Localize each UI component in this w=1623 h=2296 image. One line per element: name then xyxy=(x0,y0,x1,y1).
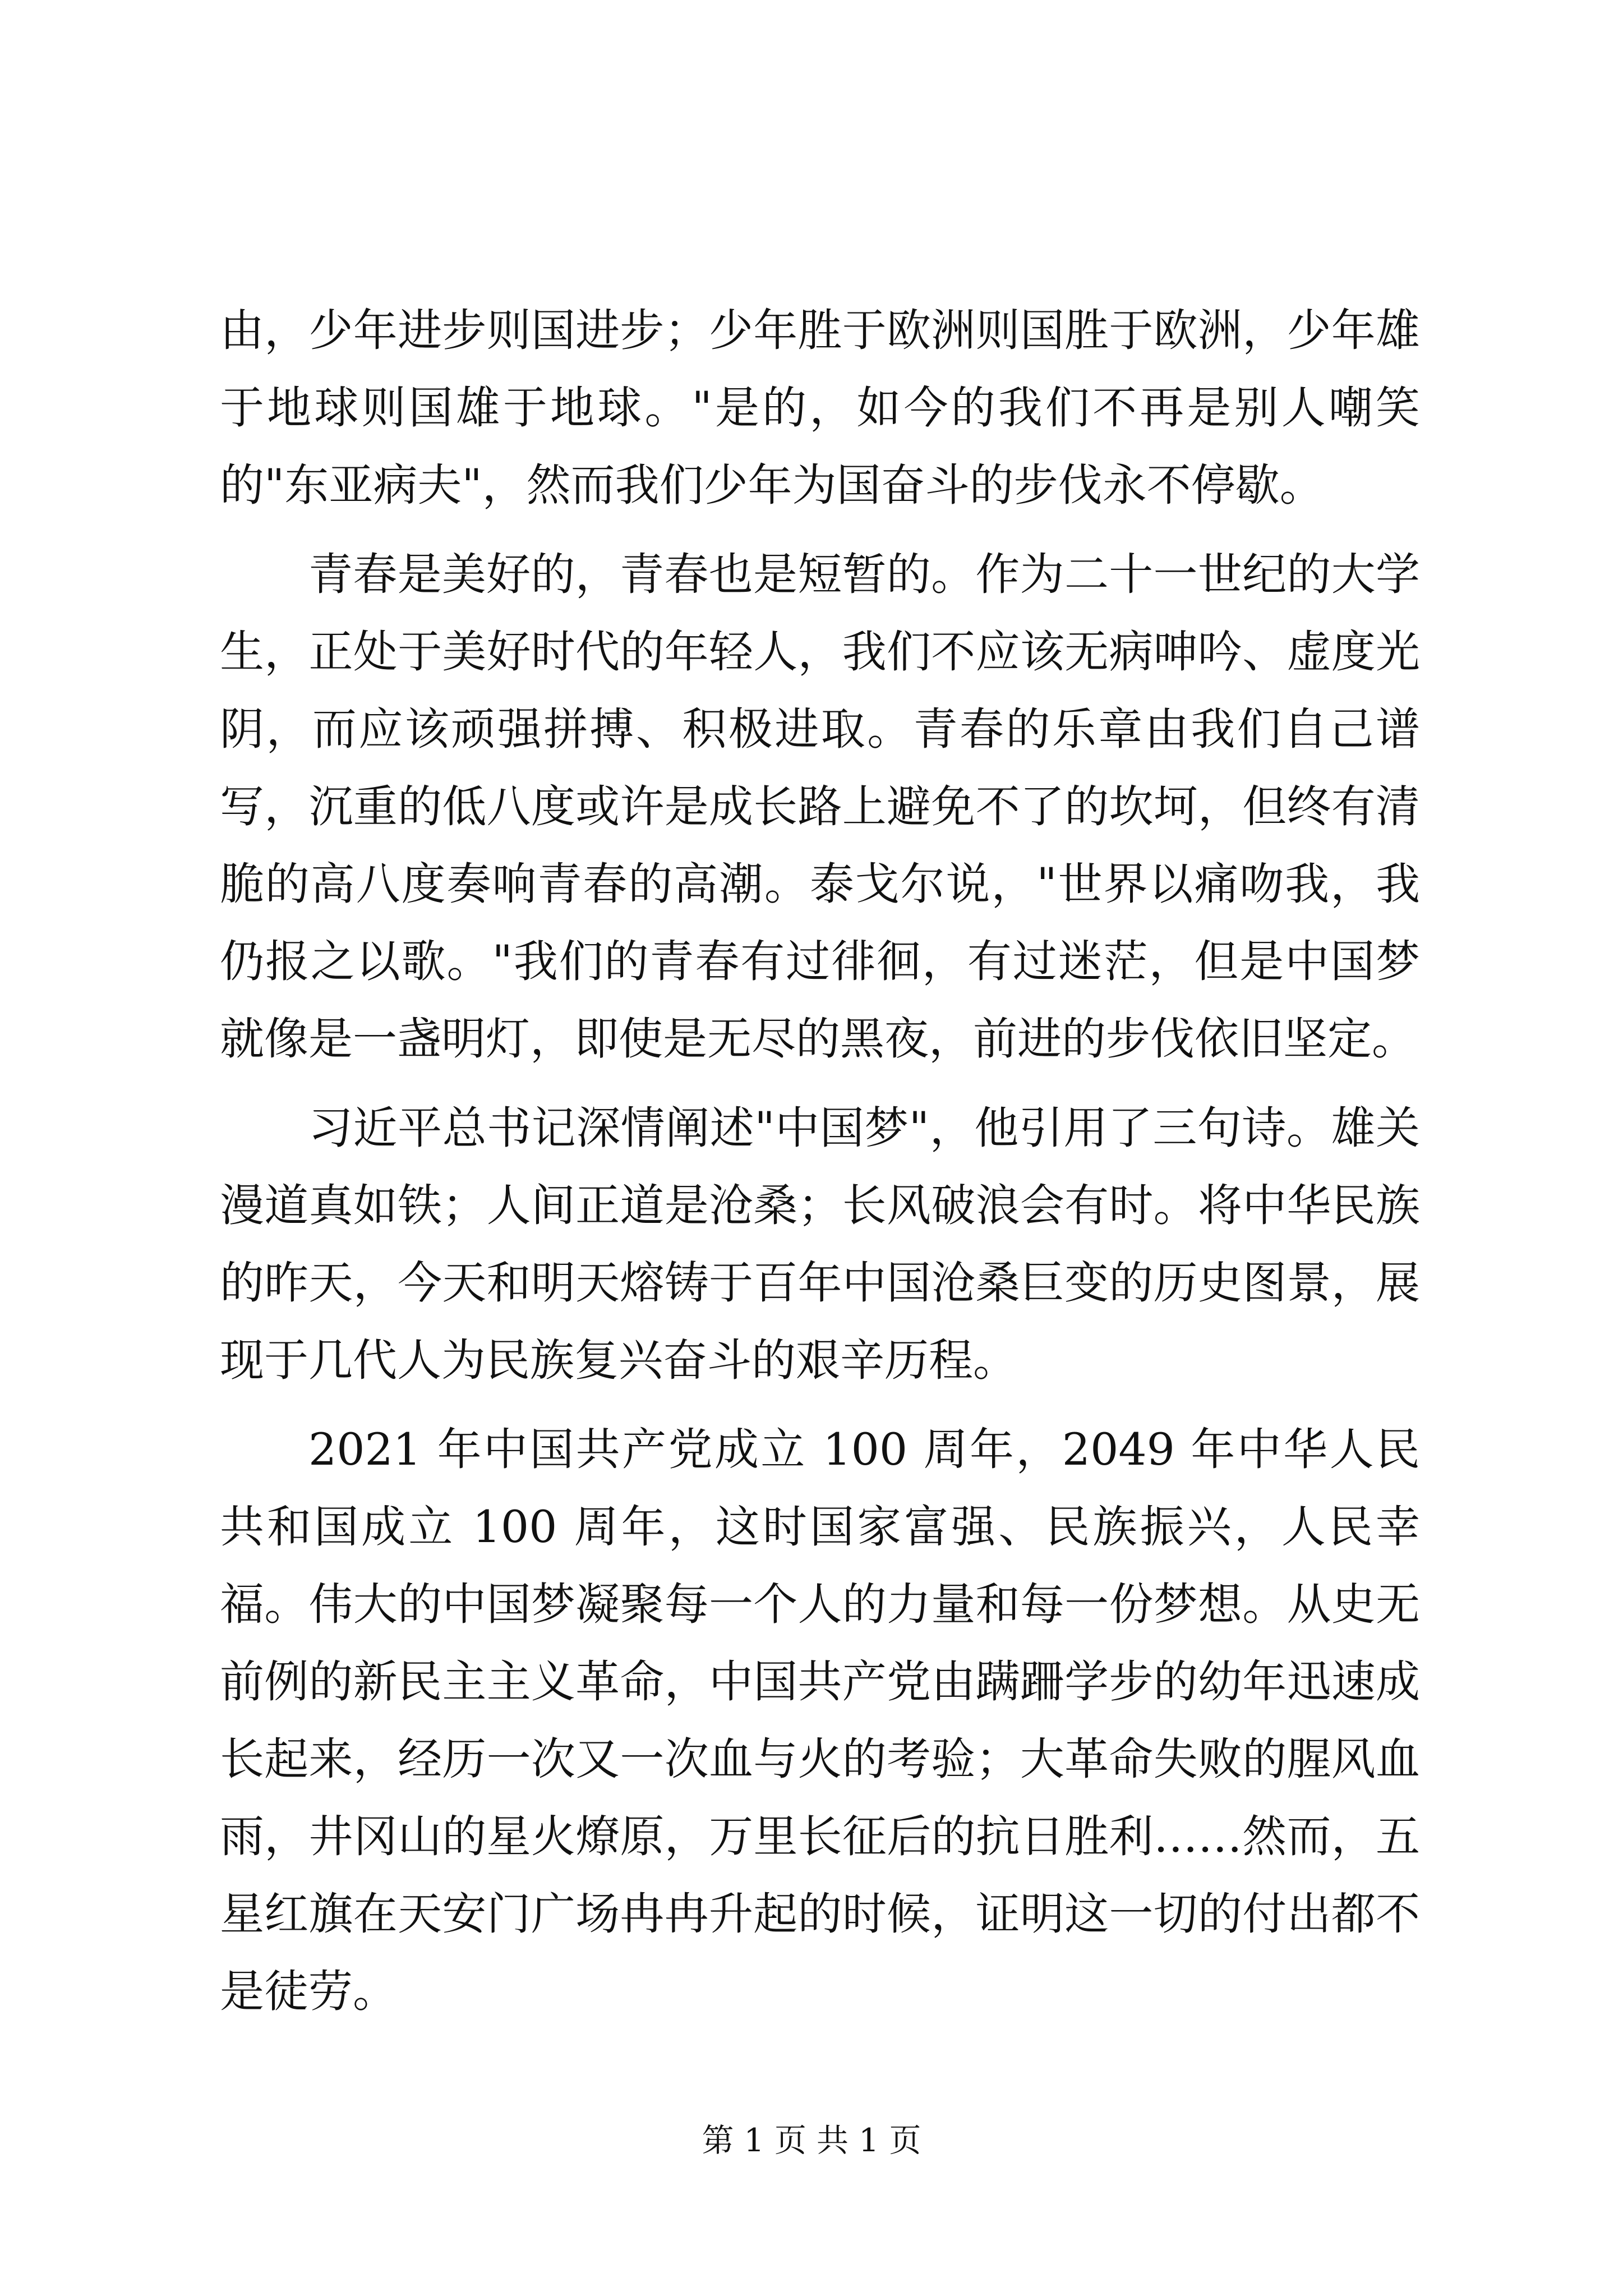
paragraph-3: 习近平总书记深情阐述"中国梦"，他引用了三句诗。雄关漫道真如铁；人间正道是沧桑；长风破浪会有时。将中华民族的昨天，今天和明天熔铸于百年中国沧桑巨变的历史图景，展现于几代人为民族复兴奋斗的艰辛历程。 xyxy=(220,1102,1420,1386)
paragraph-4: 2021 年中国共产党成立 100 周年，2049 年中华人民共和国成立 100 周年，这时国家富强、民族振兴，人民幸福。伟大的中国梦凝聚每一个人的力量和每一份梦想。从史无前例的新民主主义革命，中国共产党由蹒跚学步的幼年迅速成长起来，经历一次又一次血与火的考验；大革命失败的腥风血雨，井冈山的星火燎原，万里长征后的抗日胜利……然而，五星红旗在天安门广场冉冉升起的时候，证明这一切的付出都不是徒劳。 xyxy=(220,1424,1420,2017)
page-footer: 第 1 页 共 1 页 xyxy=(702,2122,921,2159)
paragraph-1: 由，少年进步则国进步；少年胜于欧洲则国胜于欧洲，少年雄于地球则国雄于地球。"是的，如今的我们不再是别人嘲笑的"东亚病夫"，然而我们少年为国奋斗的步伐永不停歇。 xyxy=(220,305,1420,511)
paragraph-2: 青春是美好的，青春也是短暂的。作为二十一世纪的大学生，正处于美好时代的年轻人，我们不应该无病呻吟、虚度光阴，而应该顽强拼搏、积极进取。青春的乐章由我们自己谱写，沉重的低八度或许是成长路上避免不了的坎坷，但终有清脆的高八度奏响青春的高潮。泰戈尔说，"世界以痛吻我，我仍报之以歌。"我们的青春有过徘徊，有过迷茫，但是中国梦就像是一盏明灯，即使是无尽的黑夜，前进的步伐依旧坚定。 xyxy=(220,549,1420,1065)
document-body xyxy=(220,292,1420,2042)
